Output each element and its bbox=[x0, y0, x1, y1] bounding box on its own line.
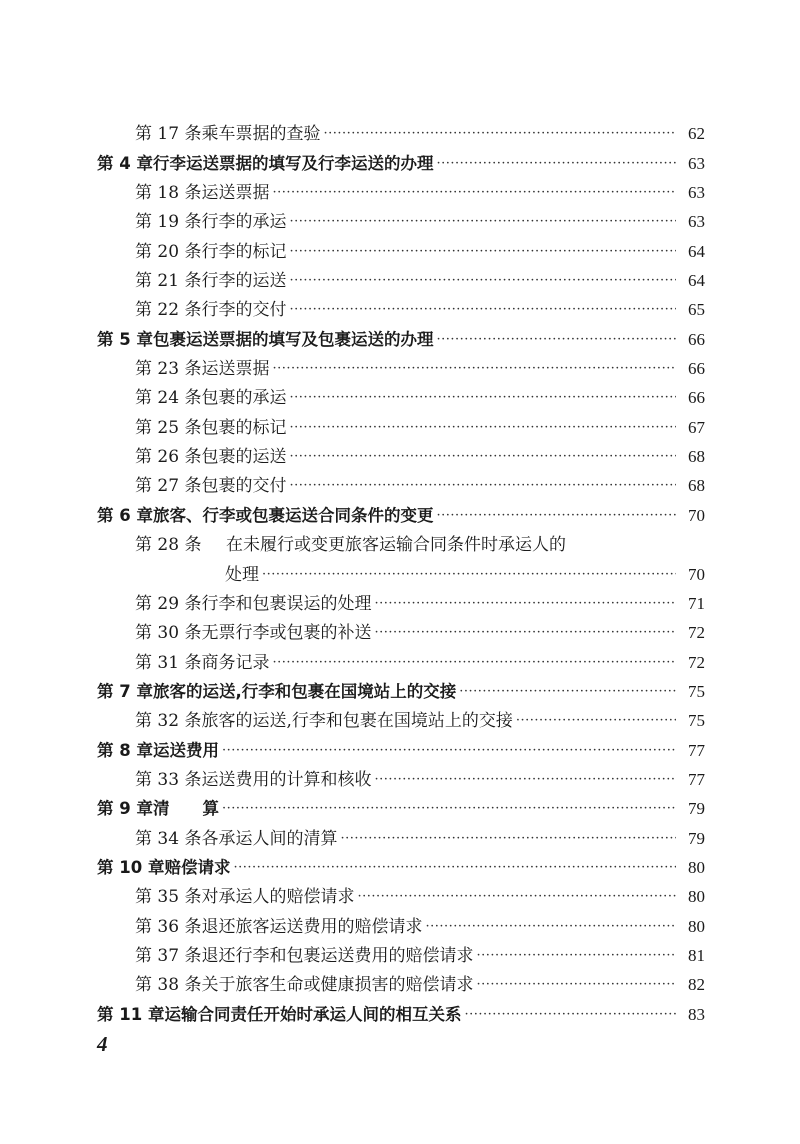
dot-leader bbox=[289, 388, 676, 408]
page-ref: 66 bbox=[688, 359, 705, 379]
dot-leader bbox=[289, 418, 676, 438]
article-number: 第 21 条 bbox=[135, 271, 202, 292]
page-ref: 68 bbox=[688, 476, 705, 496]
dot-leader bbox=[476, 975, 676, 995]
article-title: 运送票据 bbox=[201, 183, 270, 204]
article-number: 第 30 条 bbox=[135, 623, 202, 644]
toc-article-row bbox=[97, 907, 705, 936]
toc-article-row bbox=[97, 878, 705, 907]
dot-leader bbox=[374, 594, 676, 614]
article-title: 包裹的标记 bbox=[201, 417, 287, 438]
toc-article-row bbox=[97, 174, 705, 203]
chapter-number: 第 9 章 bbox=[97, 799, 153, 819]
article-number: 第 19 条 bbox=[135, 212, 202, 233]
dot-leader bbox=[436, 330, 676, 350]
toc-chapter-row bbox=[97, 995, 705, 1024]
toc-article-row bbox=[97, 761, 705, 790]
toc-article-row bbox=[97, 203, 705, 232]
toc-chapter-row bbox=[97, 320, 705, 349]
toc-article-row bbox=[97, 379, 705, 408]
dot-leader bbox=[262, 565, 676, 585]
dot-leader bbox=[425, 917, 676, 937]
article-number: 第 24 条 bbox=[135, 388, 202, 409]
dot-leader bbox=[357, 887, 676, 907]
toc-chapter-row bbox=[97, 673, 705, 702]
chapter-title: 赔偿请求 bbox=[164, 857, 231, 877]
toc-chapter-row bbox=[97, 496, 705, 525]
page-ref: 75 bbox=[688, 711, 705, 731]
article-title: 包裹的运送 bbox=[201, 447, 287, 468]
page-ref: 80 bbox=[688, 887, 705, 907]
article-number: 第 25 条 bbox=[135, 417, 202, 438]
toc-continuation-row bbox=[97, 555, 705, 584]
dot-leader bbox=[289, 271, 676, 291]
article-number: 第 34 条 bbox=[135, 828, 202, 849]
page-ref: 72 bbox=[688, 652, 705, 672]
page-ref: 67 bbox=[688, 417, 705, 437]
article-number: 第 23 条 bbox=[135, 359, 202, 380]
article-number: 第 37 条 bbox=[135, 945, 202, 966]
page-ref: 79 bbox=[688, 828, 705, 848]
dot-leader bbox=[272, 359, 676, 379]
page-ref: 82 bbox=[688, 975, 705, 995]
dot-leader bbox=[272, 653, 676, 673]
article-title: 乘车票据的查验 bbox=[201, 124, 321, 145]
dot-leader bbox=[289, 212, 676, 232]
article-title: 无票行李或包裹的补送 bbox=[201, 623, 372, 644]
toc-article-row bbox=[97, 966, 705, 995]
toc-article-row bbox=[97, 232, 705, 261]
dot-leader bbox=[436, 506, 676, 526]
dot-leader bbox=[340, 829, 676, 849]
table-of-contents bbox=[97, 115, 705, 1025]
page-ref: 80 bbox=[688, 916, 705, 936]
chapter-title: 清 算 bbox=[152, 799, 219, 819]
article-title: 在未履行或变更旅客运输合同条件时承运人的 bbox=[226, 535, 566, 556]
article-title: 商务记录 bbox=[201, 652, 270, 673]
article-title: 包裹的承运 bbox=[201, 388, 287, 409]
toc-chapter-row bbox=[97, 849, 705, 878]
article-number: 第 17 条 bbox=[135, 124, 202, 145]
article-title: 运送费用的计算和核收 bbox=[201, 769, 372, 790]
dot-leader bbox=[289, 447, 676, 467]
dot-leader bbox=[222, 741, 676, 761]
dot-leader bbox=[272, 183, 676, 203]
toc-article-row bbox=[97, 643, 705, 672]
chapter-title: 旅客、行李或包裹运送合同条件的变更 bbox=[152, 505, 434, 525]
page-ref: 63 bbox=[688, 153, 705, 173]
page-ref: 70 bbox=[688, 505, 705, 525]
page-ref: 81 bbox=[688, 945, 705, 965]
dot-leader bbox=[233, 858, 676, 878]
page-ref: 83 bbox=[688, 1004, 705, 1024]
chapter-title: 包裹运送票据的填写及包裹运送的办理 bbox=[152, 329, 434, 349]
page-ref: 64 bbox=[688, 271, 705, 291]
article-number: 第 20 条 bbox=[135, 241, 202, 262]
article-title: 行李的标记 bbox=[201, 241, 287, 262]
article-title: 行李的运送 bbox=[201, 271, 287, 292]
dot-leader bbox=[374, 623, 676, 643]
page-ref: 62 bbox=[688, 124, 705, 144]
article-title: 对承运人的赔偿请求 bbox=[201, 887, 355, 908]
toc-article-row bbox=[97, 115, 705, 144]
chapter-number: 第 5 章 bbox=[97, 329, 153, 349]
page-ref: 68 bbox=[688, 447, 705, 467]
toc-article-row bbox=[97, 262, 705, 291]
article-number: 第 27 条 bbox=[135, 476, 202, 497]
chapter-number: 第 8 章 bbox=[97, 740, 153, 760]
page-ref: 65 bbox=[688, 300, 705, 320]
dot-leader bbox=[464, 1005, 676, 1025]
page-ref: 77 bbox=[688, 740, 705, 760]
dot-leader bbox=[516, 711, 676, 731]
page-ref: 63 bbox=[688, 212, 705, 232]
dot-leader bbox=[374, 770, 676, 790]
chapter-title: 行李运送票据的填写及行李运送的办理 bbox=[152, 153, 434, 173]
dot-leader bbox=[289, 242, 676, 262]
chapter-number: 第 4 章 bbox=[97, 153, 153, 173]
page-ref: 79 bbox=[688, 799, 705, 819]
dot-leader bbox=[459, 682, 676, 702]
article-number: 第 32 条 bbox=[135, 711, 202, 732]
page-ref: 72 bbox=[688, 623, 705, 643]
toc-article-row bbox=[97, 702, 705, 731]
article-number: 第 35 条 bbox=[135, 887, 202, 908]
article-number: 第 18 条 bbox=[135, 183, 202, 204]
article-title: 包裹的交付 bbox=[201, 476, 287, 497]
chapter-number: 第 6 章 bbox=[97, 505, 153, 525]
article-number: 第 31 条 bbox=[135, 652, 202, 673]
dot-leader bbox=[222, 799, 676, 819]
toc-article-row bbox=[97, 408, 705, 437]
page-ref: 71 bbox=[688, 593, 705, 613]
toc-article-row bbox=[97, 350, 705, 379]
page-ref: 64 bbox=[688, 241, 705, 261]
article-number: 第 22 条 bbox=[135, 300, 202, 321]
article-number: 第 26 条 bbox=[135, 447, 202, 468]
toc-article-row bbox=[97, 291, 705, 320]
article-number: 第 38 条 bbox=[135, 975, 202, 996]
page-ref: 66 bbox=[688, 329, 705, 349]
article-number: 第 33 条 bbox=[135, 769, 202, 790]
page-ref: 75 bbox=[688, 681, 705, 701]
toc-chapter-row bbox=[97, 144, 705, 173]
page-ref: 80 bbox=[688, 857, 705, 877]
page-ref: 77 bbox=[688, 769, 705, 789]
page-ref: 63 bbox=[688, 183, 705, 203]
toc-article-row bbox=[97, 526, 705, 555]
toc-article-row bbox=[97, 585, 705, 614]
article-title: 旅客的运送,行李和包裹在国境站上的交接 bbox=[201, 711, 513, 732]
article-title: 行李和包裹误运的处理 bbox=[201, 593, 372, 614]
article-title: 行李的交付 bbox=[201, 300, 287, 321]
article-title: 行李的承运 bbox=[201, 212, 287, 233]
article-title: 退还旅客运送费用的赔偿请求 bbox=[201, 916, 423, 937]
toc-chapter-row bbox=[97, 731, 705, 760]
article-number: 第 29 条 bbox=[135, 593, 202, 614]
toc-chapter-row bbox=[97, 790, 705, 819]
chapter-number: 第 7 章 bbox=[97, 681, 153, 701]
dot-leader bbox=[289, 476, 676, 496]
chapter-title: 运输合同责任开始时承运人间的相互关系 bbox=[164, 1004, 462, 1024]
dot-leader bbox=[289, 300, 676, 320]
article-number: 第 28 条 bbox=[135, 535, 202, 556]
toc-article-row bbox=[97, 438, 705, 467]
chapter-number: 第 11 章 bbox=[97, 1004, 165, 1024]
toc-article-row bbox=[97, 467, 705, 496]
article-number: 第 36 条 bbox=[135, 916, 202, 937]
chapter-number: 第 10 章 bbox=[97, 857, 165, 877]
article-title: 运送票据 bbox=[201, 359, 270, 380]
dot-leader bbox=[323, 124, 676, 144]
page-ref: 66 bbox=[688, 388, 705, 408]
page-number: 4 bbox=[97, 1032, 108, 1056]
toc-article-row bbox=[97, 614, 705, 643]
toc-article-row bbox=[97, 937, 705, 966]
toc-article-row bbox=[97, 819, 705, 848]
dot-leader bbox=[436, 154, 676, 174]
article-title: 各承运人间的清算 bbox=[201, 828, 338, 849]
chapter-title: 运送费用 bbox=[152, 740, 219, 760]
article-title: 退还行李和包裹运送费用的赔偿请求 bbox=[201, 945, 474, 966]
chapter-title: 旅客的运送,行李和包裹在国境站上的交接 bbox=[152, 681, 457, 701]
article-title: 处理 bbox=[225, 564, 259, 585]
article-title: 关于旅客生命或健康损害的赔偿请求 bbox=[201, 975, 474, 996]
dot-leader bbox=[476, 946, 676, 966]
page-ref: 70 bbox=[688, 564, 705, 584]
